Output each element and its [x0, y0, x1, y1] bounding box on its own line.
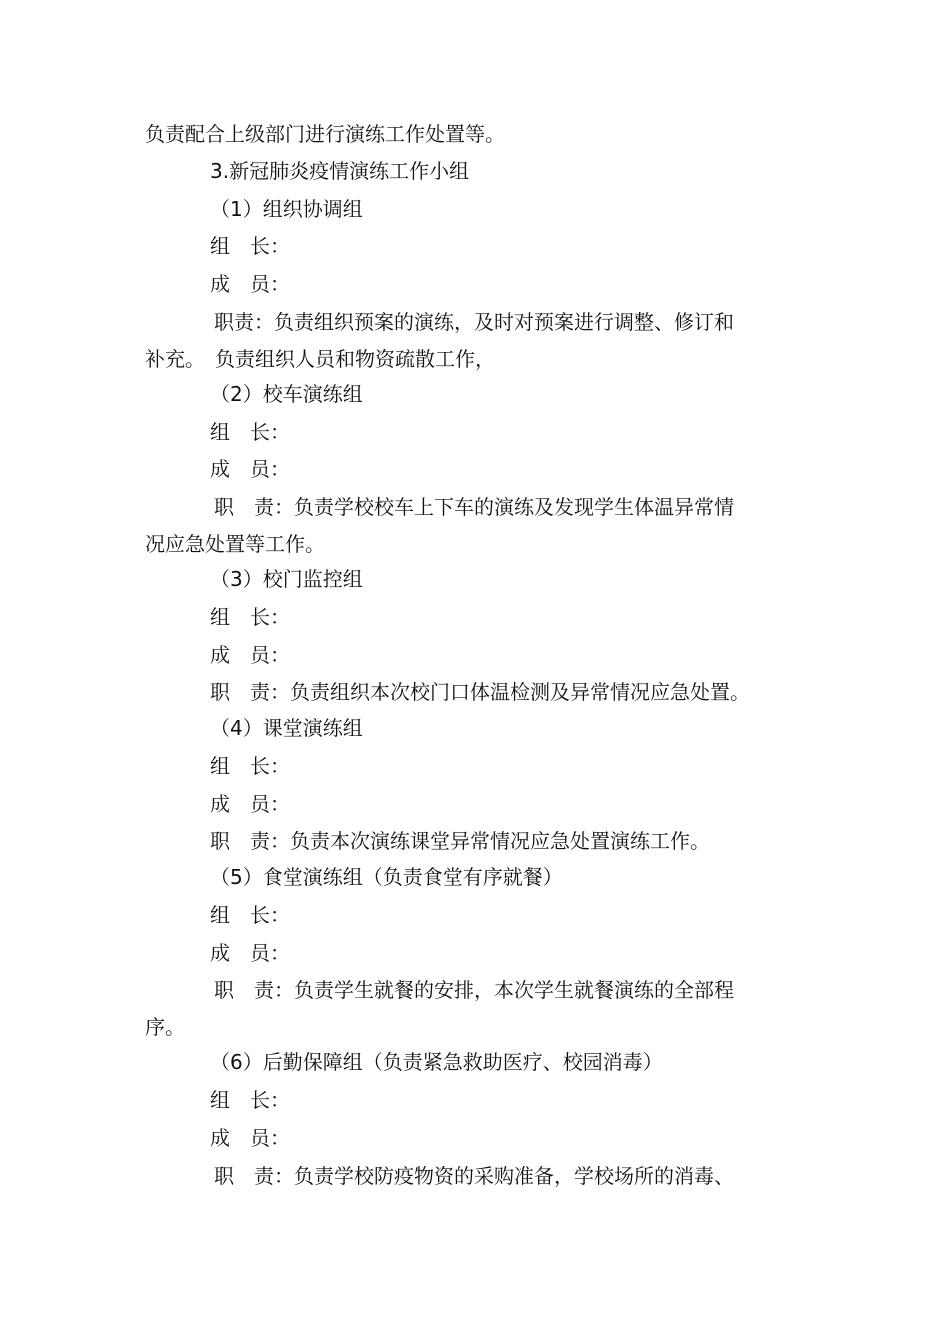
member-label: 成 员： [210, 643, 290, 667]
duty-line: 职 责：负责学校校车上下车的演练及发现学生体温异常情 [214, 495, 734, 519]
paragraph-line: 负责配合上级部门进行演练工作处置等。 [145, 122, 505, 146]
duty-line: 职 责：负责学生就餐的安排，本次学生就餐演练的全部程 [214, 978, 734, 1002]
member-label: 成 员： [210, 272, 290, 296]
group-heading-2: （2）校车演练组 [210, 382, 363, 406]
leader-label: 组 长： [210, 903, 290, 927]
member-label: 成 员： [210, 1126, 290, 1150]
group-heading-4: （4）课堂演练组 [210, 716, 363, 740]
duty-line: 职 责：负责组织本次校门口体温检测及异常情况应急处置。 [210, 680, 750, 704]
member-label: 成 员： [210, 941, 290, 965]
group-heading-3: （3）校门监控组 [210, 567, 363, 591]
leader-label: 组 长： [210, 1088, 290, 1112]
leader-label: 组 长： [210, 605, 290, 629]
leader-label: 组 长： [210, 420, 290, 444]
duty-line: 职 责：负责本次演练课堂异常情况应急处置演练工作。 [210, 829, 710, 853]
group-heading-1: （1）组织协调组 [210, 197, 363, 221]
group-heading-6: （6）后勤保障组（负责紧急救助医疗、校园消毒） [210, 1050, 663, 1074]
leader-label: 组 长： [210, 234, 290, 258]
duty-continuation: 序。 [145, 1015, 185, 1039]
duty-line: 职责：负责组织预案的演练，及时对预案进行调整、修订和 [214, 310, 734, 334]
member-label: 成 员： [210, 792, 290, 816]
leader-label: 组 长： [210, 754, 290, 778]
duty-continuation: 况应急处置等工作。 [145, 532, 325, 556]
duty-continuation: 补充。 负责组织人员和物资疏散工作， [145, 347, 495, 371]
section-heading: 3.新冠肺炎疫情演练工作小组 [210, 159, 470, 183]
group-heading-5: （5）食堂演练组（负责食堂有序就餐） [210, 865, 563, 889]
duty-line: 职 责：负责学校防疫物资的采购准备，学校场所的消毒、 [214, 1164, 734, 1188]
member-label: 成 员： [210, 457, 290, 481]
